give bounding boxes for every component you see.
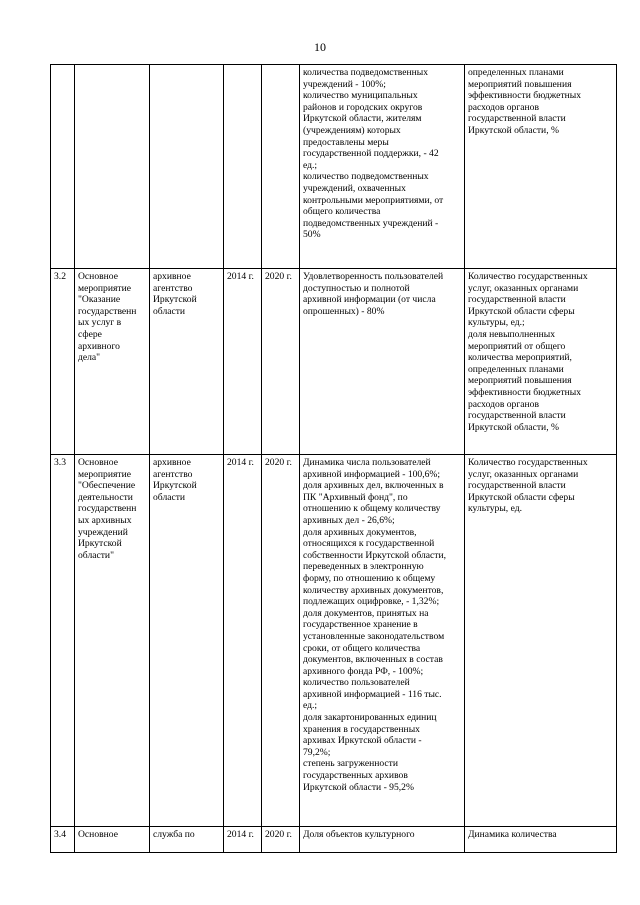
cell-line: доля невыполненных xyxy=(468,328,556,340)
cell-line: агентство xyxy=(153,282,193,294)
cell-line: доля закартонированных единиц xyxy=(303,712,437,724)
cell-line: переведенных в электронную xyxy=(303,561,424,573)
indicators-cell xyxy=(465,65,617,269)
cell-line: количество пользователей xyxy=(303,677,410,689)
cell-line: государственной власти xyxy=(468,113,566,125)
cell-line: сроки, от общего количества xyxy=(303,642,421,654)
cell-line: архивных дел - 26,6%; xyxy=(303,514,395,526)
end-year-cell xyxy=(262,65,300,269)
cell-line: подлежащих оцифровке, - 1,32%; xyxy=(303,596,440,608)
cell-line: учреждений, охваченных xyxy=(303,182,406,194)
row-number-cell xyxy=(51,65,75,269)
cell-line: Иркутской области, % xyxy=(468,421,559,433)
cell-line: районов и городских округов xyxy=(303,101,423,113)
cell-line: архивного xyxy=(78,340,120,352)
end-year-cell: 2020 г. xyxy=(262,455,300,827)
cell-line: общего количества xyxy=(303,206,381,218)
measure-name-cell xyxy=(75,269,150,455)
end-year-cell: 2020 г. xyxy=(262,827,300,853)
cell-line: Основное xyxy=(78,271,118,282)
cell-line: культуры, ед. xyxy=(468,503,523,515)
cell-line: Основное xyxy=(78,829,118,840)
executor-cell xyxy=(150,269,224,455)
cell-line: государственной власти xyxy=(468,480,566,492)
cell-line: относящихся к государственной xyxy=(303,538,435,550)
cell-line: мероприятий повышения xyxy=(468,78,572,90)
cell-line: государственных архивов xyxy=(303,770,408,782)
cell-line: контрольными мероприятиями, от xyxy=(303,194,444,206)
cell-line: определенных планами xyxy=(468,363,564,375)
cell-line: ПК "Архивный фонд", по xyxy=(303,491,408,503)
table-row xyxy=(51,455,617,827)
cell-line: государственное хранение в xyxy=(303,619,418,631)
cell-line: расходов органов xyxy=(468,398,539,410)
cell-line: услуг, оказанных органами xyxy=(468,282,579,294)
cell-line: 50% xyxy=(303,229,321,241)
cell-line: архивной информации (от числа xyxy=(303,294,436,306)
cell-line: государственной поддержки, - 42 xyxy=(303,148,439,160)
cell-line: Количество государственных xyxy=(468,457,588,468)
cell-line: области" xyxy=(78,549,114,561)
cell-line: Динамика числа пользователей xyxy=(303,457,431,468)
cell-line: "Обеспечение xyxy=(78,480,136,492)
cell-line: Удовлетворенность пользователей xyxy=(303,271,444,282)
executor-cell xyxy=(150,65,224,269)
cell-line: установленные законодательством xyxy=(303,630,445,642)
cell-line: (учреждениям) которых xyxy=(303,124,401,136)
cell-line: количество подведомственных xyxy=(303,171,429,183)
cell-line: количества мероприятий, xyxy=(468,352,572,364)
cell-line: области xyxy=(153,305,186,317)
cell-line: ед.; xyxy=(303,700,318,712)
cell-line: Иркутской области сферы xyxy=(468,491,575,503)
row-number-cell: 3.2 xyxy=(51,269,75,455)
cell-line: архивах Иркутской области - xyxy=(303,735,422,747)
cell-line: доля архивных документов, xyxy=(303,526,417,538)
page-number: 10 xyxy=(314,40,326,54)
indicators-cell xyxy=(465,269,617,455)
measure-name-cell xyxy=(75,65,150,269)
cell-line: ед.; xyxy=(303,159,318,171)
cell-line: Доля объектов культурного xyxy=(303,829,415,840)
cell-line: Иркутской области, % xyxy=(468,124,559,136)
cell-line: Динамика количества xyxy=(468,829,557,840)
cell-line: количеству архивных документов, xyxy=(303,584,444,596)
cell-line: Иркутской области сферы xyxy=(468,305,575,317)
cell-line: Иркутской области - 95,2% xyxy=(303,781,414,793)
cell-line: доля документов, принятых на xyxy=(303,607,429,619)
cell-line: ых архивных xyxy=(78,514,132,526)
cell-line: доступностью и полнотой xyxy=(303,282,410,294)
cell-line: агентство xyxy=(153,468,193,480)
expected-results-cell xyxy=(300,269,465,455)
start-year-cell: 2014 г. xyxy=(224,455,262,827)
start-year-cell: 2014 г. xyxy=(224,269,262,455)
cell-line: количество муниципальных xyxy=(303,90,418,102)
cell-line: подведомственных учреждений - xyxy=(303,217,439,229)
cell-line: государственн xyxy=(78,305,137,317)
cell-line: услуг, оказанных органами xyxy=(468,468,579,480)
cell-line: архивное xyxy=(153,271,191,282)
cell-line: области xyxy=(153,491,186,503)
cell-line: ых услуг в xyxy=(78,317,122,329)
cell-line: мероприятие xyxy=(78,282,131,294)
cell-line: эффективности бюджетных xyxy=(468,90,582,102)
executor-cell xyxy=(150,827,224,853)
cell-line: мероприятие xyxy=(78,468,131,480)
cell-line: опрошенных) - 80% xyxy=(303,305,385,317)
cell-line: эффективности бюджетных xyxy=(468,386,582,398)
cell-line: Иркутской xyxy=(153,294,197,306)
program-measures-table xyxy=(50,64,617,853)
indicators-cell xyxy=(465,455,617,827)
row-number-cell: 3.4 xyxy=(51,827,75,853)
executor-cell xyxy=(150,455,224,827)
expected-results-cell xyxy=(300,827,465,853)
cell-line: Иркутской xyxy=(153,480,197,492)
cell-line: 79,2%; xyxy=(303,746,331,758)
cell-line: архивной информацией - 100,6%; xyxy=(303,468,441,480)
cell-line: государственн xyxy=(78,503,137,515)
cell-line: архивное xyxy=(153,457,191,468)
cell-line: государственной власти xyxy=(468,294,566,306)
cell-line: "Оказание xyxy=(78,294,121,306)
cell-line: Иркутской xyxy=(78,538,122,550)
cell-line: культуры, ед.; xyxy=(468,317,525,329)
cell-line: хранения в государственных xyxy=(303,723,420,735)
cell-line: учреждений - 100%; xyxy=(303,78,386,90)
cell-line: сфере xyxy=(78,328,102,340)
start-year-cell: 2014 г. xyxy=(224,827,262,853)
cell-line: Основное xyxy=(78,457,118,468)
indicators-cell xyxy=(465,827,617,853)
cell-line: определенных планами xyxy=(468,67,564,78)
cell-line: деятельности xyxy=(78,491,133,503)
table-row xyxy=(51,269,617,455)
cell-line: Иркутской области, жителям xyxy=(303,113,422,125)
cell-line: доля архивных дел, включенных в xyxy=(303,480,444,492)
cell-line: документов, включенных в состав xyxy=(303,654,443,666)
cell-line: мероприятий от общего xyxy=(468,340,566,352)
cell-line: мероприятий повышения xyxy=(468,375,572,387)
cell-line: количества подведомственных xyxy=(303,67,428,78)
cell-line: форму, по отношению к общему xyxy=(303,572,436,584)
cell-line: государственной власти xyxy=(468,410,566,422)
cell-line: архивного фонда РФ, - 100%; xyxy=(303,665,424,677)
cell-line: степень загруженности xyxy=(303,758,398,770)
end-year-cell: 2020 г. xyxy=(262,269,300,455)
cell-line: дела" xyxy=(78,352,101,364)
expected-results-cell xyxy=(300,65,465,269)
cell-line: Количество государственных xyxy=(468,271,588,282)
measure-name-cell xyxy=(75,455,150,827)
cell-line: архивной информацией - 116 тыс. xyxy=(303,688,442,700)
row-number-cell: 3.3 xyxy=(51,455,75,827)
cell-line: отношению к общему количеству xyxy=(303,503,441,515)
expected-results-cell xyxy=(300,455,465,827)
cell-line: предоставлены меры xyxy=(303,136,389,148)
cell-line: служба по xyxy=(153,829,195,840)
cell-line: собственности Иркутской области, xyxy=(303,549,446,561)
table-row xyxy=(51,827,617,853)
cell-line: учреждений xyxy=(78,526,128,538)
cell-line: расходов органов xyxy=(468,101,539,113)
measure-name-cell xyxy=(75,827,150,853)
table-row xyxy=(51,65,617,269)
start-year-cell xyxy=(224,65,262,269)
